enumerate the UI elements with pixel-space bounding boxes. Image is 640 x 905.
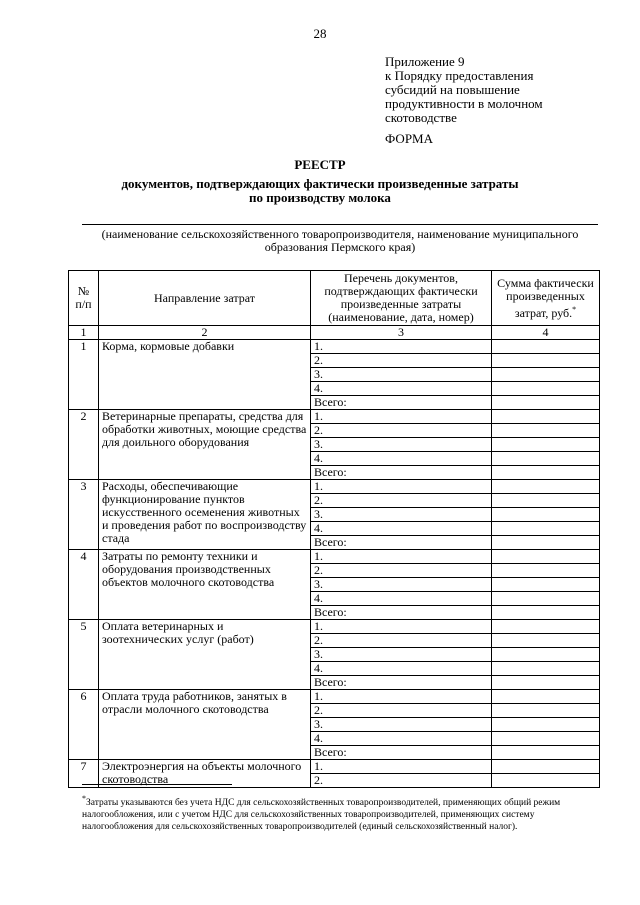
column-number: 4 xyxy=(492,326,600,340)
row-number: 3 xyxy=(69,480,99,550)
document-entry[interactable]: 2. xyxy=(311,494,492,508)
sum-cell[interactable] xyxy=(492,508,600,522)
document-entry[interactable]: 3. xyxy=(311,648,492,662)
footnote xyxy=(82,793,598,833)
appendix-line: к Порядку предоставления xyxy=(385,68,534,83)
table-row xyxy=(69,340,600,354)
document-entry[interactable]: 4. xyxy=(311,452,492,466)
sum-cell[interactable] xyxy=(492,452,600,466)
row-direction: Электроэнергия на объекты молочного скотоводства xyxy=(99,760,311,788)
sum-cell[interactable] xyxy=(492,424,600,438)
sum-cell[interactable] xyxy=(492,550,600,564)
document-entry[interactable]: 2. xyxy=(311,424,492,438)
document-subtitle xyxy=(100,177,540,205)
sum-cell[interactable] xyxy=(492,396,600,410)
row-number: 5 xyxy=(69,620,99,690)
document-entry[interactable]: 1. xyxy=(311,690,492,704)
appendix-line: Приложение 9 xyxy=(385,54,465,69)
column-number: 3 xyxy=(311,326,492,340)
sum-cell[interactable] xyxy=(492,620,600,634)
row-direction: Оплата ветеринарных и зоотехнических услуг (работ) xyxy=(99,620,311,690)
sum-cell[interactable] xyxy=(492,564,600,578)
document-entry[interactable]: Всего: xyxy=(311,606,492,620)
header-documents: Перечень документов, подтверждающих фактически произведенные затраты (наименование, дата, номер) xyxy=(311,271,492,326)
document-entry[interactable]: Всего: xyxy=(311,466,492,480)
table-body xyxy=(69,340,600,788)
document-entry[interactable]: 3. xyxy=(311,438,492,452)
document-entry[interactable]: 4. xyxy=(311,732,492,746)
row-number: 2 xyxy=(69,410,99,480)
sum-cell[interactable] xyxy=(492,522,600,536)
row-number: 1 xyxy=(69,340,99,410)
sum-cell[interactable] xyxy=(492,494,600,508)
document-entry[interactable]: 1. xyxy=(311,550,492,564)
table-row xyxy=(69,410,600,424)
sum-cell[interactable] xyxy=(492,690,600,704)
table-header-row xyxy=(69,271,600,326)
caption-line: (наименование сельскохозяйственного товаропроизводителя, наименование муниципального xyxy=(101,227,579,241)
sum-cell[interactable] xyxy=(492,578,600,592)
sum-cell[interactable] xyxy=(492,746,600,760)
sum-cell[interactable] xyxy=(492,634,600,648)
document-entry[interactable]: 3. xyxy=(311,368,492,382)
document-entry[interactable]: 1. xyxy=(311,760,492,774)
document-entry[interactable]: Всего: xyxy=(311,536,492,550)
header-number: № п/п xyxy=(69,271,99,326)
table-row xyxy=(69,620,600,634)
sum-cell[interactable] xyxy=(492,718,600,732)
sum-cell[interactable] xyxy=(492,480,600,494)
document-entry[interactable]: 3. xyxy=(311,578,492,592)
page-number: 28 xyxy=(313,26,327,41)
document-entry[interactable]: Всего: xyxy=(311,676,492,690)
sum-cell[interactable] xyxy=(492,648,600,662)
row-direction: Ветеринарные препараты, средства для обработки животных, моющие средства для доильного оборудования xyxy=(99,410,311,480)
appendix-line: продуктивности в молочном xyxy=(385,96,543,111)
document-entry[interactable]: 2. xyxy=(311,564,492,578)
document-entry[interactable]: 1. xyxy=(311,340,492,354)
appendix-line: субсидий на повышение xyxy=(385,82,520,97)
producer-name-line xyxy=(82,224,598,225)
appendix-block xyxy=(385,55,605,125)
document-entry[interactable]: 4. xyxy=(311,662,492,676)
sum-cell[interactable] xyxy=(492,438,600,452)
header-direction: Направление затрат xyxy=(99,271,311,326)
sum-cell[interactable] xyxy=(492,606,600,620)
footnote-divider xyxy=(82,784,232,785)
table-row xyxy=(69,760,600,774)
registry-table xyxy=(68,270,600,788)
sum-cell[interactable] xyxy=(492,592,600,606)
row-number: 7 xyxy=(69,760,99,788)
row-direction: Корма, кормовые добавки xyxy=(99,340,311,410)
document-entry[interactable]: 1. xyxy=(311,410,492,424)
row-direction: Оплата труда работников, занятых в отрасли молочного скотоводства xyxy=(99,690,311,760)
document-entry[interactable]: Всего: xyxy=(311,746,492,760)
table-row xyxy=(69,550,600,564)
document-entry[interactable]: 2. xyxy=(311,634,492,648)
document-title: РЕЕСТР xyxy=(294,157,346,172)
sum-cell[interactable] xyxy=(492,466,600,480)
row-number: 6 xyxy=(69,690,99,760)
document-entry[interactable]: 2. xyxy=(311,354,492,368)
sum-cell[interactable] xyxy=(492,368,600,382)
sum-cell[interactable] xyxy=(492,382,600,396)
sum-cell[interactable] xyxy=(492,732,600,746)
document-entry[interactable]: 1. xyxy=(311,620,492,634)
document-entry[interactable]: 3. xyxy=(311,718,492,732)
table-row xyxy=(69,690,600,704)
sum-cell[interactable] xyxy=(492,676,600,690)
footnote-text: Затраты указываются без учета НДС для сельскохозяйственных товаропроизводителей, применяющих общий режим налогообложения, или с учетом НДС для сельскохозяйственных товаропроизводителей, применяющих систему налогообложения для сельскохозяйственных товаропроизводителей (единый сельскохозяйственный налог). xyxy=(82,798,561,833)
subtitle-line: по производству молока xyxy=(249,190,391,205)
row-direction: Расходы, обеспечивающие функционирование пунктов искусственного осеменения животных и проведения работ по воспроизводству стада xyxy=(99,480,311,550)
sum-cell[interactable] xyxy=(492,536,600,550)
producer-caption xyxy=(82,228,598,254)
sum-cell[interactable] xyxy=(492,340,600,354)
sum-cell[interactable] xyxy=(492,662,600,676)
row-number: 4 xyxy=(69,550,99,620)
column-number: 1 xyxy=(69,326,99,340)
document-entry[interactable]: 4. xyxy=(311,522,492,536)
sum-cell[interactable] xyxy=(492,760,600,774)
document-entry[interactable]: 4. xyxy=(311,382,492,396)
subtitle-line: документов, подтверждающих фактически произведенные затраты xyxy=(121,176,519,191)
document-entry[interactable]: 4. xyxy=(311,592,492,606)
document-entry[interactable]: Всего: xyxy=(311,396,492,410)
sum-cell[interactable] xyxy=(492,410,600,424)
sum-cell[interactable] xyxy=(492,704,600,718)
document-entry[interactable]: 2. xyxy=(311,774,492,788)
document-entry[interactable]: 2. xyxy=(311,704,492,718)
column-number-row xyxy=(69,326,600,340)
sum-cell[interactable] xyxy=(492,774,600,788)
header-sum-footnote-mark: * xyxy=(572,304,577,314)
row-direction: Затраты по ремонту техники и оборудования производственных объектов молочного скотоводства xyxy=(99,550,311,620)
caption-line: образования Пермского края) xyxy=(264,240,416,254)
column-number: 2 xyxy=(99,326,311,340)
header-sum-text: Сумма фактически произведенных затрат, руб. xyxy=(497,275,594,320)
form-label: ФОРМА xyxy=(385,131,433,146)
document-entry[interactable]: 3. xyxy=(311,508,492,522)
table-row xyxy=(69,480,600,494)
footnote-mark: * xyxy=(82,794,86,803)
header-sum xyxy=(492,271,600,326)
sum-cell[interactable] xyxy=(492,354,600,368)
appendix-line: скотоводстве xyxy=(385,110,457,125)
document-entry[interactable]: 1. xyxy=(311,480,492,494)
